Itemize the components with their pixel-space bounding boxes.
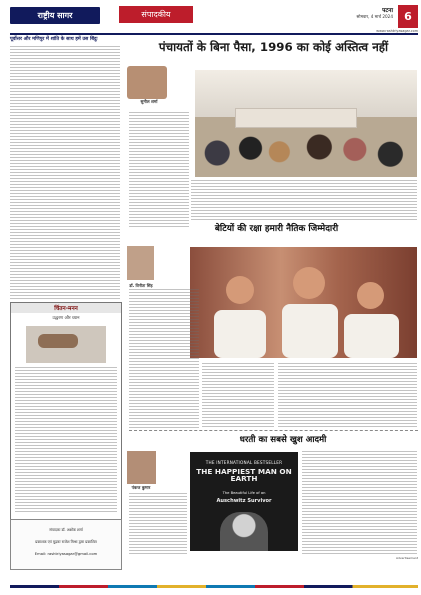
table-shape — [235, 108, 357, 128]
girl-face-1 — [226, 276, 254, 304]
left-box — [10, 302, 122, 555]
author-photo-1 — [127, 66, 167, 99]
girl-shirt-2 — [282, 304, 338, 358]
left-headline: पूर्वोत्तर और मणिपुर में शांति के साथ हमें उस बिंदुः — [10, 37, 98, 42]
main-text-column-1a — [129, 112, 189, 227]
date: सोमवार, 4 मार्च 2024 — [356, 14, 393, 19]
main-text-column-2b — [202, 363, 274, 428]
book-subtitle: The Beautiful Life of an — [222, 491, 266, 495]
footer-credit-box — [10, 519, 122, 570]
main-headline: पंचायतों के बिना पैसा, 1996 का कोई अस्तित्व नहीं — [158, 40, 389, 54]
masthead — [0, 0, 421, 33]
author-photo-3 — [127, 451, 156, 484]
left-box-image — [26, 326, 106, 363]
feature-photo-girls — [190, 247, 417, 358]
left-box-kicker: उद्धरण और ध्यान — [52, 316, 80, 321]
section-label: संपादकीय — [119, 6, 193, 23]
author-name-2: डॉ. विनीता सिंह — [129, 283, 153, 288]
website: www.rashtriyasagar.com — [376, 29, 418, 33]
book-tagline: THE INTERNATIONAL BESTSELLER — [205, 460, 283, 465]
main-text-column-2a — [129, 289, 199, 428]
date-block — [300, 6, 393, 26]
book-title: THE HAPPIEST MAN ON EARTH — [196, 467, 292, 483]
city: पटना — [382, 8, 393, 14]
author-photo-2 — [127, 246, 154, 280]
girl-face-2 — [293, 267, 325, 299]
page-number: 6 — [398, 5, 418, 28]
brand-logo: राष्ट्रीय सागर — [10, 7, 100, 24]
section-divider — [129, 430, 418, 432]
left-box-text — [15, 367, 117, 512]
bottom-color-bar — [10, 585, 418, 588]
footer-line-1: संपादकः डॉ. अशोक शर्मा — [49, 528, 83, 532]
book-cover — [190, 452, 298, 551]
main-text-column-3b — [302, 451, 417, 556]
left-box-kicker-wrap — [11, 315, 121, 321]
book-portrait — [220, 512, 268, 551]
subhead-3: धरती का सबसे खुश आदमी — [239, 435, 327, 445]
author-name-1: सुनील शर्मा — [140, 99, 158, 104]
left-box-title: चिंतन-मनन — [54, 306, 78, 312]
main-text-column-3a — [129, 493, 187, 556]
girl-shirt-1 — [214, 310, 266, 358]
girl-face-3 — [357, 282, 384, 309]
main-text-column-2c — [278, 363, 417, 428]
author-name-3: पंकज कुमार — [131, 485, 151, 490]
book-name: Auschwitz Survivor — [216, 498, 272, 504]
girl-shirt-3 — [344, 314, 399, 358]
left-text-block-1 — [10, 46, 120, 301]
left-box-title-wrap — [11, 304, 121, 313]
subhead-2: बेटियों की रक्षा हमारी नैतिक जिम्मेदारी — [214, 224, 339, 234]
feature-photo-meeting — [195, 70, 417, 177]
masthead-rule — [10, 33, 418, 35]
footer-line-2: प्रकाशक एवं मुद्रकः राजेश मिश्रा द्वारा प्रकाशित — [35, 540, 97, 544]
main-text-column-1b — [191, 180, 417, 220]
footer-line-3: Email: rashtriyasagar@gmail.com — [34, 552, 98, 556]
ad-label: Advertisement — [395, 556, 418, 560]
